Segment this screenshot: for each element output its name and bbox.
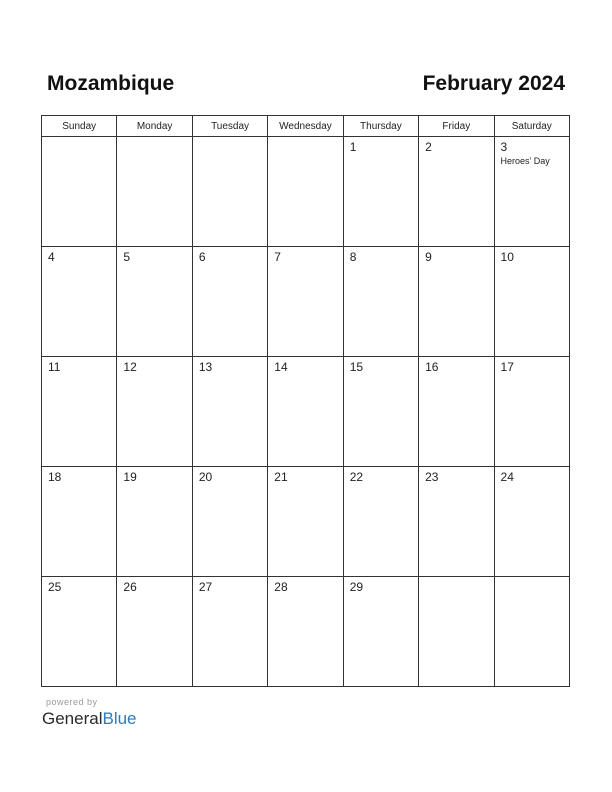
- brand-name-blue: Blue: [102, 709, 137, 728]
- weekday-header-friday: Friday: [419, 116, 494, 137]
- day-number: 8: [349, 250, 357, 264]
- day-number: 26: [123, 580, 137, 594]
- country-title: Mozambique: [47, 72, 175, 95]
- day-cell: [192, 137, 267, 247]
- day-cell: [117, 467, 192, 577]
- day-cell: [192, 247, 267, 357]
- day-cell: [343, 247, 418, 357]
- footer-branding: [42, 697, 137, 730]
- day-cell: [117, 577, 192, 687]
- day-cell: [419, 137, 494, 247]
- day-cell: [268, 357, 343, 467]
- weekday-header-monday: Monday: [117, 116, 192, 137]
- day-number: 20: [198, 470, 213, 484]
- day-number: 16: [425, 360, 439, 374]
- day-number: 29: [349, 580, 364, 594]
- day-cell: [268, 577, 343, 687]
- day-number: 5: [123, 250, 131, 264]
- day-cell: [192, 577, 267, 687]
- day-number: 17: [500, 360, 514, 374]
- day-number: 22: [349, 470, 364, 484]
- day-number: 23: [425, 470, 439, 484]
- day-number: 28: [274, 580, 288, 594]
- day-number: 27: [198, 580, 213, 594]
- day-number: 4: [48, 250, 55, 264]
- day-cell: [494, 137, 569, 247]
- week-row-2: [42, 247, 570, 357]
- day-number: 7: [274, 250, 281, 264]
- day-cell: [343, 467, 418, 577]
- day-cell: [343, 137, 418, 247]
- day-cell: [419, 467, 494, 577]
- weekday-header-saturday: Saturday: [494, 116, 569, 137]
- day-number: 1: [349, 140, 357, 154]
- day-cell: [117, 247, 192, 357]
- day-number: 10: [500, 250, 514, 264]
- day-cell: [42, 357, 117, 467]
- day-cell: [42, 467, 117, 577]
- day-cell: [494, 357, 569, 467]
- day-cell: [268, 137, 343, 247]
- weekday-header-sunday: Sunday: [42, 116, 117, 137]
- day-cell: [494, 577, 569, 687]
- day-cell: [343, 357, 418, 467]
- day-cell: [494, 247, 569, 357]
- day-cell: [42, 137, 117, 247]
- day-number: 18: [48, 470, 62, 484]
- day-number: 12: [123, 360, 137, 374]
- day-cell: [42, 577, 117, 687]
- day-number: 25: [48, 580, 62, 594]
- day-cell: [419, 357, 494, 467]
- day-cell: [343, 577, 418, 687]
- day-number: 19: [123, 470, 137, 484]
- day-number: 24: [500, 470, 514, 484]
- month-title: February 2024: [422, 72, 565, 95]
- day-cell: [192, 467, 267, 577]
- day-number: 2: [425, 140, 432, 154]
- day-cell: [419, 247, 494, 357]
- day-number: 11: [48, 360, 61, 374]
- week-row-4: [42, 467, 570, 577]
- day-cell: [42, 247, 117, 357]
- day-cell: [268, 247, 343, 357]
- powered-by-text: powered by: [46, 697, 98, 707]
- day-number: 6: [198, 250, 206, 264]
- weekday-header-wednesday: Wednesday: [268, 116, 343, 137]
- day-number: 14: [274, 360, 288, 374]
- weekday-header-row: [42, 116, 570, 137]
- weekday-header-tuesday: Tuesday: [192, 116, 267, 137]
- day-cell: [419, 577, 494, 687]
- weekday-header-thursday: Thursday: [343, 116, 418, 137]
- day-cell: [268, 467, 343, 577]
- brand-name-general: General: [42, 709, 103, 728]
- calendar-grid: [41, 115, 570, 687]
- day-cell: [117, 357, 192, 467]
- day-number: 3: [500, 140, 508, 154]
- day-cell: [494, 467, 569, 577]
- day-cell: [117, 137, 192, 247]
- day-number: 15: [349, 360, 364, 374]
- day-cell: [192, 357, 267, 467]
- week-row-5: [42, 577, 570, 687]
- day-number: 21: [274, 470, 288, 484]
- week-row-3: [42, 357, 570, 467]
- generalblue-logo[interactable]: [42, 708, 137, 730]
- day-number: 13: [198, 360, 213, 374]
- day-number: 9: [425, 250, 432, 264]
- holiday-label: Heroes’ Day: [500, 156, 550, 166]
- week-row-1: [42, 137, 570, 247]
